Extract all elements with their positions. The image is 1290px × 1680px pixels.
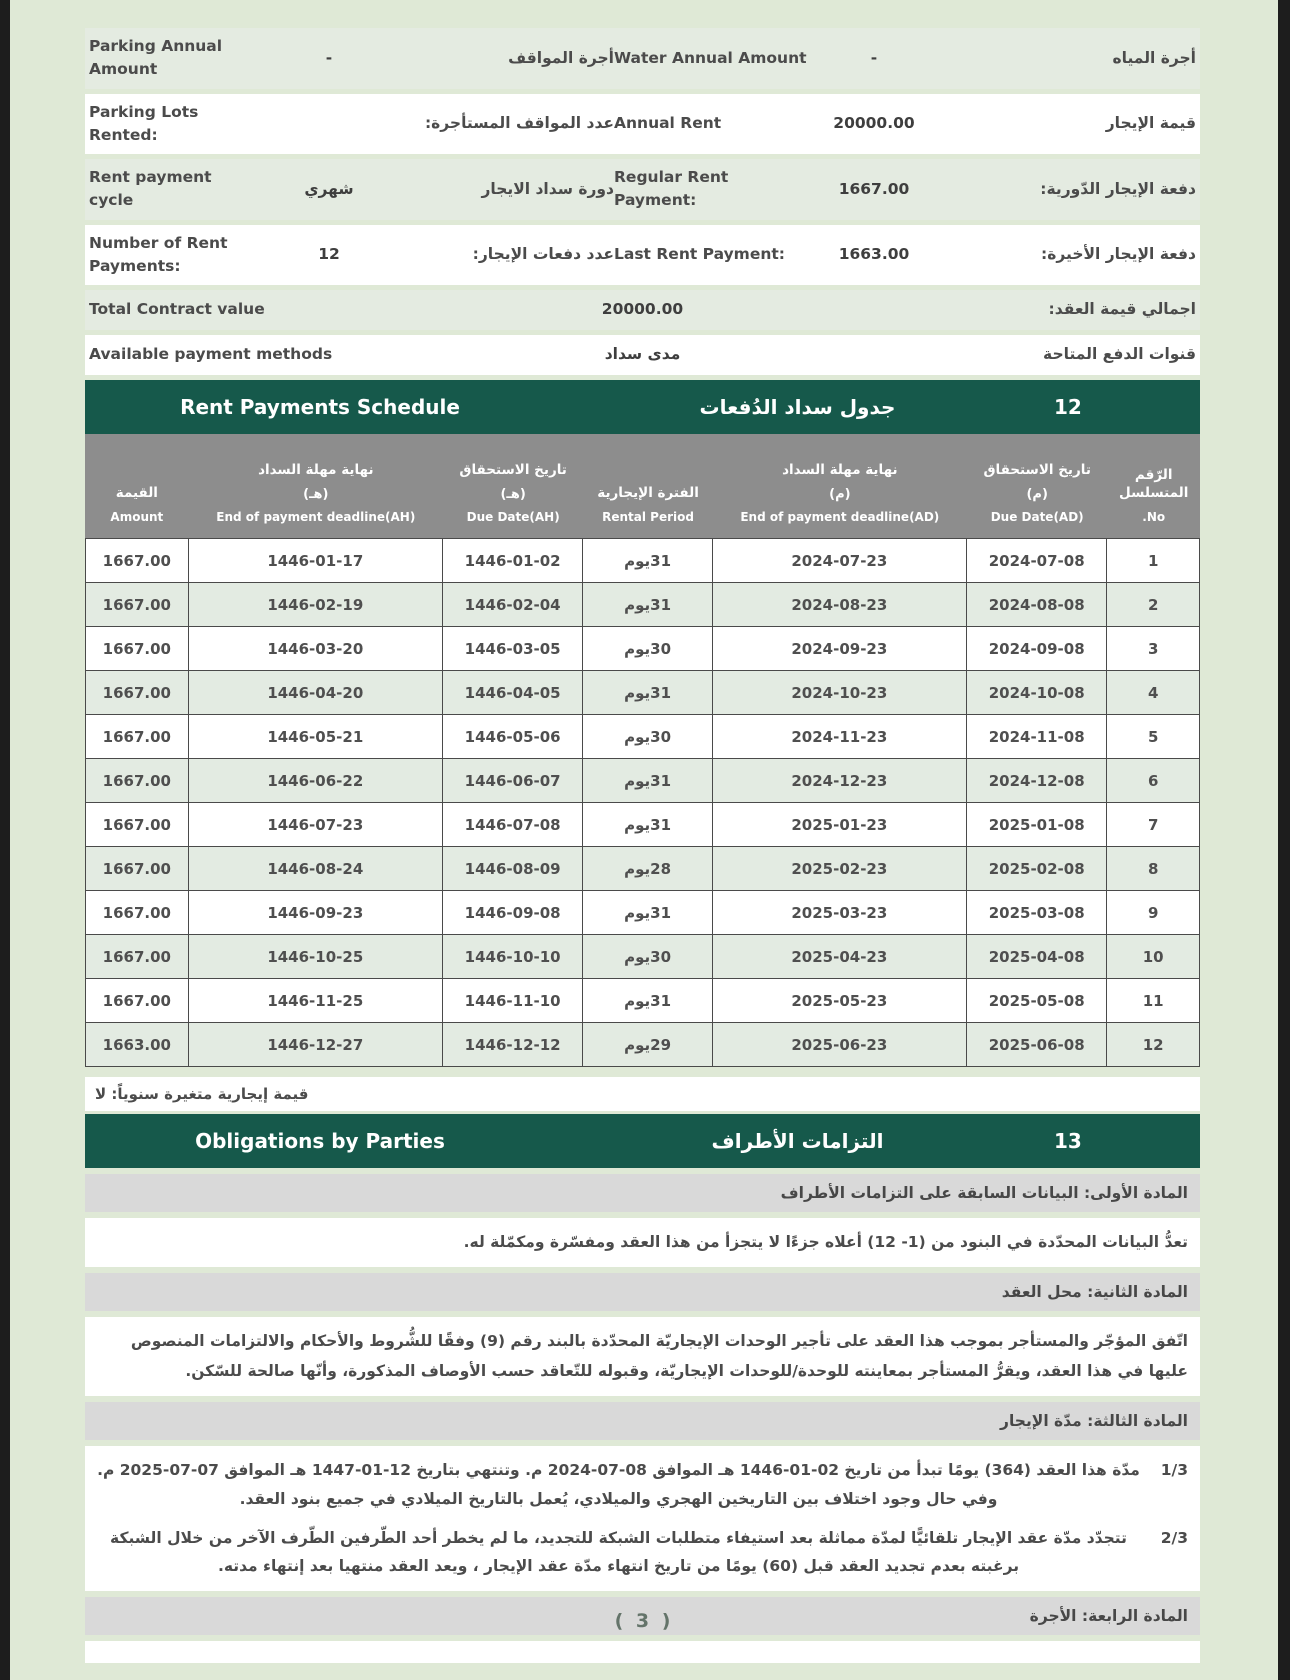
schedule-cell: 1446-06-22	[189, 759, 443, 803]
schedule-cell: 1446-11-25	[189, 979, 443, 1023]
schedule-cell: 6	[1107, 759, 1200, 803]
field-label-ar: عدد دفعات الإيجار:	[472, 245, 614, 264]
schedule-cell: 1446-07-08	[443, 803, 583, 847]
schedule-title-en: Rent Payments Schedule	[180, 395, 460, 419]
schedule-column-header	[583, 434, 712, 538]
schedule-cell: 1446-01-17	[189, 539, 443, 583]
schedule-column-header	[713, 434, 967, 538]
field-value: 1663.00	[838, 245, 910, 264]
field-label-ar: قيمة الإيجار	[1105, 114, 1196, 133]
schedule-cell: 1667.00	[85, 891, 189, 935]
schedule-cell: 28يوم	[583, 847, 712, 891]
schedule-cell: 31يوم	[583, 803, 712, 847]
schedule-cell: 30يوم	[583, 627, 712, 671]
column-header-en: Amount	[110, 510, 164, 524]
summary-field-row	[85, 335, 1200, 375]
schedule-cell: 2025-06-08	[967, 1023, 1107, 1067]
column-header-ar: الفترة الإيجارية	[597, 484, 699, 501]
schedule-cell: 1446-05-21	[189, 715, 443, 759]
schedule-cell: 2024-09-23	[713, 627, 967, 671]
field-label-ar: دورة سداد الايجار	[481, 179, 614, 198]
field-value: 12	[318, 245, 340, 264]
schedule-cell: 2024-07-23	[713, 539, 967, 583]
schedule-cell: 2024-12-23	[713, 759, 967, 803]
schedule-cell: 1446-08-24	[189, 847, 443, 891]
schedule-cell: 2025-01-23	[713, 803, 967, 847]
article-title: المادة الثانية: محل العقد	[85, 1273, 1200, 1311]
column-header-en: End of payment deadline(AD)	[740, 510, 940, 524]
clause-number: 2/3	[1160, 1528, 1188, 1547]
schedule-cell: 2025-06-23	[713, 1023, 967, 1067]
schedule-row	[85, 583, 1200, 627]
clause-number: 1/3	[1160, 1461, 1188, 1480]
schedule-cell: 2024-08-23	[713, 583, 967, 627]
schedule-cell: 1446-03-20	[189, 627, 443, 671]
field-label-en: Available payment methods	[89, 345, 333, 364]
article-title: المادة الرابعة: الأجرة	[85, 1597, 1200, 1635]
column-header-calendar: (م)	[1026, 487, 1048, 502]
obligations-articles	[85, 1174, 1200, 1663]
article-body	[85, 1641, 1200, 1663]
schedule-cell: 1446-05-06	[443, 715, 583, 759]
obligations-title-en: Obligations by Parties	[195, 1129, 445, 1153]
summary-field-row	[85, 225, 1200, 286]
schedule-cell: 1446-08-09	[443, 847, 583, 891]
article-clause	[97, 1456, 1188, 1513]
schedule-row	[85, 671, 1200, 715]
schedule-cell: 2024-11-08	[967, 715, 1107, 759]
schedule-cell: 2024-10-23	[713, 671, 967, 715]
schedule-cell: 31يوم	[583, 891, 712, 935]
schedule-cell: 1446-04-05	[443, 671, 583, 715]
schedule-cell: 1446-09-23	[189, 891, 443, 935]
schedule-cell: 10	[1107, 935, 1200, 979]
schedule-cell: 1667.00	[85, 671, 189, 715]
column-header-en: End of payment deadline(AH)	[216, 510, 416, 524]
summary-field-row	[85, 290, 1200, 330]
article-body: اتّفق المؤجّر والمستأجر بموجب هذا العقد على تأجير الوحدات الإيجاريّة المحدّدة بالبند رقم (9) وفقًا للشُّروط والأحكام والالتزامات المنصوص عليها في هذا العقد، ويقرُّ المستأجر بمعاينته للوحدة/للوحدات الإيجاريّة، وقبوله للتّعاقد حسب الأوصاف المذكورة، وأنّها صالحة للسّكن.	[85, 1317, 1200, 1396]
summary-field-row	[85, 159, 1200, 220]
schedule-cell: 2025-04-08	[967, 935, 1107, 979]
schedule-cell: 1446-02-19	[189, 583, 443, 627]
field-value: 20000.00	[833, 114, 915, 133]
schedule-cell: 1446-12-12	[443, 1023, 583, 1067]
schedule-section-header	[85, 380, 1200, 434]
viewer-dark-edge-right	[1278, 0, 1290, 1680]
schedule-row	[85, 891, 1200, 935]
article-clause	[97, 1524, 1188, 1581]
schedule-cell: 1446-09-08	[443, 891, 583, 935]
schedule-cell: 2025-05-08	[967, 979, 1107, 1023]
schedule-cell: 31يوم	[583, 539, 712, 583]
schedule-cell: 1446-02-04	[443, 583, 583, 627]
field-label-ar: دفعة الإيجار الدّورية:	[1040, 179, 1196, 198]
schedule-column-header	[1107, 434, 1200, 538]
field-label-en: Annual Rent	[614, 114, 722, 133]
schedule-cell: 30يوم	[583, 935, 712, 979]
schedule-cell: 30يوم	[583, 715, 712, 759]
obligations-section-number: 13	[1054, 1129, 1082, 1153]
schedule-cell: 29يوم	[583, 1023, 712, 1067]
field-label-en: Parking Annual Amount	[89, 37, 223, 79]
schedule-cell: 2025-04-23	[713, 935, 967, 979]
schedule-cell: 1446-10-10	[443, 935, 583, 979]
schedule-row	[85, 803, 1200, 847]
field-value: -	[870, 48, 878, 67]
schedule-cell: 2025-03-23	[713, 891, 967, 935]
obligations-title-ar: التزامات الأطراف	[711, 1129, 884, 1153]
schedule-cell: 2025-02-08	[967, 847, 1107, 891]
schedule-row	[85, 759, 1200, 803]
schedule-cell: 1446-03-05	[443, 627, 583, 671]
schedule-row	[85, 715, 1200, 759]
schedule-row	[85, 1023, 1200, 1067]
field-label-en: Number of Rent Payments:	[89, 233, 228, 275]
schedule-cell: 1667.00	[85, 935, 189, 979]
schedule-cell: 2024-07-08	[967, 539, 1107, 583]
field-label-ar: اجمالي قيمة العقد:	[1048, 300, 1196, 319]
schedule-column-header	[85, 434, 189, 538]
field-label-ar: عدد المواقف المستأجرة:	[424, 114, 614, 133]
schedule-cell: 2024-08-08	[967, 583, 1107, 627]
column-header-en: Due Date(AD)	[990, 510, 1084, 524]
schedule-cell: 1446-01-02	[443, 539, 583, 583]
column-header-calendar: (م)	[829, 487, 851, 502]
column-header-calendar: (هـ)	[500, 487, 526, 502]
schedule-cell: 1446-12-27	[189, 1023, 443, 1067]
summary-field-row	[85, 28, 1200, 89]
article-body: تعدُّ البيانات المحدّدة في البنود من (1- 12) أعلاه جزءًا لا يتجزأ من هذا العقد ومفسّرة ومكمّلة له.	[85, 1218, 1200, 1267]
clause-text: مدّة هذا العقد (364) يومًا تبدأ من تاريخ 02-01-1446 هـ الموافق 08-07-2024 م. وتنتهي بتاريخ 12-01-1447 هـ الموافق 07-07-2025 م. وفي حال وجود اختلاف بين التاريخين الهجري والميلادي، يُعمل بالتاريخ الميلادي في جميع بنود العقد.	[97, 1461, 1140, 1508]
schedule-cell: 1667.00	[85, 715, 189, 759]
schedule-cell: 31يوم	[583, 759, 712, 803]
schedule-cell: 2024-11-23	[713, 715, 967, 759]
schedule-column-header	[967, 434, 1107, 538]
article-title: المادة الثالثة: مدّة الإيجار	[85, 1402, 1200, 1440]
column-header-ar: تاريخ الاستحقاق	[459, 461, 567, 478]
schedule-row	[85, 539, 1200, 583]
schedule-cell: 7	[1107, 803, 1200, 847]
schedule-cell: 5	[1107, 715, 1200, 759]
column-header-ar: نهاية مهلة السداد	[782, 461, 898, 478]
schedule-cell: 1667.00	[85, 539, 189, 583]
schedule-cell: 1446-10-25	[189, 935, 443, 979]
column-header-ar: نهاية مهلة السداد	[258, 461, 374, 478]
field-label-en: Rent payment cycle	[89, 168, 212, 210]
schedule-cell: 12	[1107, 1023, 1200, 1067]
page-number: ( 3 )	[614, 1610, 674, 1632]
contract-summary-fields	[85, 28, 1200, 375]
article-items	[85, 1446, 1200, 1591]
obligations-section-header	[85, 1114, 1200, 1168]
schedule-row	[85, 935, 1200, 979]
field-label-en: Water Annual Amount	[614, 48, 807, 67]
schedule-cell: 2025-02-23	[713, 847, 967, 891]
schedule-cell: 1446-11-10	[443, 979, 583, 1023]
field-label-ar: دفعة الإيجار الأخيرة:	[1041, 245, 1196, 264]
field-value: -	[325, 48, 333, 67]
schedule-cell: 1667.00	[85, 803, 189, 847]
schedule-cell: 1446-04-20	[189, 671, 443, 715]
schedule-cell: 2024-09-08	[967, 627, 1107, 671]
column-header-en: Rental Period	[602, 510, 694, 524]
schedule-cell: 1667.00	[85, 979, 189, 1023]
column-header-en: Due Date(AH)	[466, 510, 560, 524]
field-label-ar: أجرة المواقف	[508, 48, 614, 67]
column-header-ar: تاريخ الاستحقاق	[983, 461, 1091, 478]
field-label-en: Total Contract value	[89, 300, 265, 319]
column-header-en: .No	[1142, 510, 1166, 524]
schedule-cell: 31يوم	[583, 979, 712, 1023]
schedule-row	[85, 627, 1200, 671]
schedule-cell: 1667.00	[85, 847, 189, 891]
schedule-section-number: 12	[1054, 395, 1082, 419]
schedule-cell: 1	[1107, 539, 1200, 583]
column-header-ar: الرّقم المتسلسل	[1119, 466, 1189, 501]
column-header-calendar: (هـ)	[303, 487, 329, 502]
page-content	[85, 28, 1200, 1663]
schedule-cell: 2024-12-08	[967, 759, 1107, 803]
contract-page	[10, 0, 1278, 1680]
schedule-table-header	[85, 434, 1200, 538]
schedule-title-ar: جدول سداد الدُفعات	[699, 395, 896, 419]
schedule-cell: 1667.00	[85, 627, 189, 671]
schedule-cell: 2025-01-08	[967, 803, 1107, 847]
schedule-cell: 1663.00	[85, 1023, 189, 1067]
field-value: شهري	[304, 179, 354, 198]
schedule-cell: 1667.00	[85, 759, 189, 803]
schedule-cell: 31يوم	[583, 583, 712, 627]
schedule-cell: 1667.00	[85, 583, 189, 627]
schedule-cell: 1446-07-23	[189, 803, 443, 847]
schedule-row	[85, 979, 1200, 1023]
field-label-en: Regular Rent Payment:	[614, 168, 729, 210]
article-title: المادة الأولى: البيانات السابقة على التزامات الأطراف	[85, 1174, 1200, 1212]
schedule-row	[85, 847, 1200, 891]
schedule-cell: 31يوم	[583, 671, 712, 715]
field-label-en: Last Rent Payment:	[614, 245, 785, 264]
schedule-cell: 11	[1107, 979, 1200, 1023]
schedule-cell: 8	[1107, 847, 1200, 891]
schedule-cell: 9	[1107, 891, 1200, 935]
annual-variable-rent-note: قيمة إيجارية متغيرة سنوياً: لا	[85, 1077, 1200, 1111]
field-label-ar: قنوات الدفع المتاحة	[1043, 345, 1196, 364]
schedule-cell: 2025-03-08	[967, 891, 1107, 935]
summary-field-row	[85, 94, 1200, 155]
schedule-column-header	[443, 434, 583, 538]
schedule-table-body	[85, 538, 1200, 1067]
schedule-cell: 2024-10-08	[967, 671, 1107, 715]
schedule-cell: 2	[1107, 583, 1200, 627]
field-value: مدى سداد	[604, 345, 681, 364]
field-label-en: Parking Lots Rented:	[89, 102, 199, 144]
field-value: 1667.00	[838, 179, 910, 198]
field-label-ar: أجرة المياه	[1112, 48, 1196, 67]
clause-text: تتجدّد مدّة عقد الإيجار تلقائيًّا لمدّة مماثلة بعد استيفاء متطلبات الشبكة للتجديد، ما لم يخطر أحد الطّرفين الطّرف الآخر من خلال الشبكة برغبته بعدم تجديد العقد قبل (60) يومًا من تاريخ انتهاء مدّة عقد الإيجار ، ويعد العقد منتهيا بعد إنتهاء مدته.	[110, 1528, 1127, 1576]
schedule-cell: 1446-06-07	[443, 759, 583, 803]
schedule-cell: 4	[1107, 671, 1200, 715]
column-header-ar: القيمة	[115, 484, 158, 501]
schedule-column-header	[189, 434, 443, 538]
field-value: 20000.00	[601, 300, 684, 319]
schedule-cell: 2025-05-23	[713, 979, 967, 1023]
schedule-cell: 3	[1107, 627, 1200, 671]
